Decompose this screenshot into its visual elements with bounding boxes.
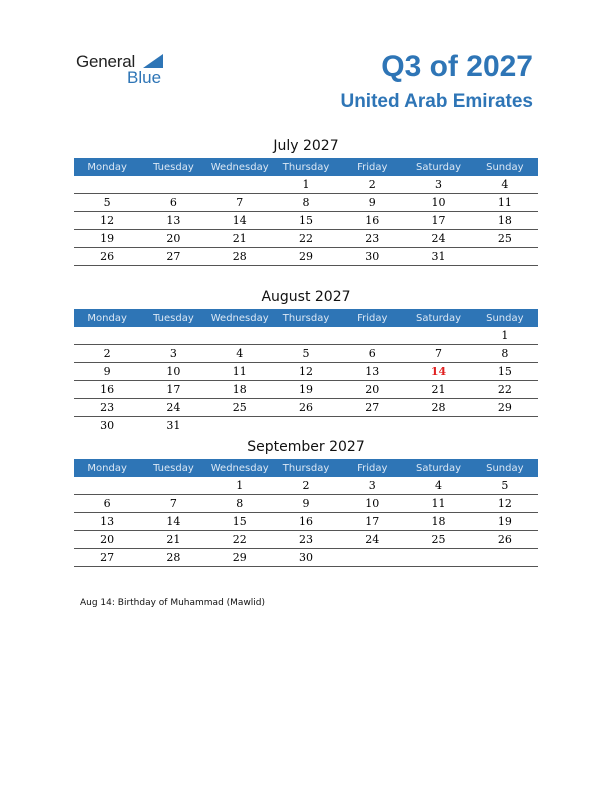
weekday-header: Thursday [273, 309, 339, 327]
day-cell: 24 [405, 230, 471, 248]
day-cell: 28 [140, 549, 206, 567]
weekday-header: Tuesday [140, 309, 206, 327]
day-cell [273, 327, 339, 345]
day-cell: 6 [339, 345, 405, 363]
month-title: August 2027 [261, 289, 351, 305]
week-row [74, 495, 538, 513]
week-row [74, 212, 538, 230]
day-cell [472, 248, 538, 266]
day-cell: 15 [207, 513, 273, 531]
day-cell: 17 [339, 513, 405, 531]
weekday-header: Monday [74, 309, 140, 327]
day-cell: 25 [472, 230, 538, 248]
day-cell [140, 477, 206, 495]
week-row [74, 248, 538, 266]
page-subtitle: United Arab Emirates [340, 91, 533, 112]
day-cell: 5 [74, 194, 140, 212]
day-cell: 15 [273, 212, 339, 230]
day-cell: 14 [207, 212, 273, 230]
weekday-header-row [74, 309, 538, 327]
day-cell [472, 417, 538, 435]
day-cell: 1 [207, 477, 273, 495]
day-cell: 14 [405, 363, 471, 381]
day-cell: 20 [140, 230, 206, 248]
day-cell: 19 [74, 230, 140, 248]
day-cell: 13 [74, 513, 140, 531]
day-cell: 23 [339, 230, 405, 248]
day-cell: 23 [74, 399, 140, 417]
weekday-header: Monday [74, 459, 140, 477]
day-cell: 22 [273, 230, 339, 248]
day-cell: 27 [339, 399, 405, 417]
weekday-header: Saturday [405, 459, 471, 477]
day-cell: 26 [273, 399, 339, 417]
day-cell: 27 [140, 248, 206, 266]
day-cell: 11 [472, 194, 538, 212]
week-row [74, 531, 538, 549]
day-cell: 19 [472, 513, 538, 531]
day-cell [273, 417, 339, 435]
day-cell: 28 [207, 248, 273, 266]
week-row [74, 513, 538, 531]
weekday-header: Saturday [405, 309, 471, 327]
day-cell [74, 327, 140, 345]
month-title: September 2027 [247, 439, 365, 455]
weekday-header: Sunday [472, 158, 538, 176]
weekday-header: Monday [74, 158, 140, 176]
day-cell: 7 [140, 495, 206, 513]
day-cell: 6 [74, 495, 140, 513]
week-row [74, 345, 538, 363]
calendar-table [74, 158, 538, 266]
weekday-header-row [74, 158, 538, 176]
day-cell [472, 549, 538, 567]
day-cell: 25 [207, 399, 273, 417]
month-july [74, 134, 538, 266]
day-cell: 30 [339, 248, 405, 266]
day-cell: 21 [140, 531, 206, 549]
day-cell: 21 [405, 381, 471, 399]
day-cell: 18 [207, 381, 273, 399]
day-cell: 4 [405, 477, 471, 495]
day-cell [207, 417, 273, 435]
day-cell: 20 [74, 531, 140, 549]
day-cell [74, 176, 140, 194]
day-cell: 26 [74, 248, 140, 266]
day-cell [140, 176, 206, 194]
day-cell: 7 [207, 194, 273, 212]
day-cell: 7 [405, 345, 471, 363]
week-row [74, 327, 538, 345]
day-cell: 31 [166, 419, 181, 432]
logo-general-text: General [76, 52, 136, 71]
day-cell: 23 [273, 531, 339, 549]
day-cell: 5 [273, 345, 339, 363]
week-row [74, 363, 538, 381]
week-row [74, 230, 538, 248]
day-cell [207, 176, 273, 194]
week-row [74, 549, 538, 567]
day-cell [339, 327, 405, 345]
day-cell: 8 [207, 495, 273, 513]
day-cell: 16 [273, 513, 339, 531]
weekday-header: Friday [339, 158, 405, 176]
day-cell: 16 [339, 212, 405, 230]
day-cell: 12 [472, 495, 538, 513]
day-cell [339, 417, 405, 435]
day-cell: 3 [140, 345, 206, 363]
day-cell: 4 [472, 176, 538, 194]
day-cell: 12 [273, 363, 339, 381]
logo-triangle-icon [143, 54, 163, 68]
month-title: July 2027 [273, 138, 339, 154]
day-cell: 19 [273, 381, 339, 399]
day-cell: 5 [472, 477, 538, 495]
day-cell: 30 [273, 549, 339, 567]
day-cell: 8 [273, 194, 339, 212]
day-cell: 30 [100, 419, 115, 432]
day-cell [140, 327, 206, 345]
day-cell: 10 [405, 194, 471, 212]
week-row [74, 194, 538, 212]
weekday-header: Sunday [472, 309, 538, 327]
day-cell: 21 [207, 230, 273, 248]
day-cell: 1 [273, 176, 339, 194]
weekday-header: Wednesday [207, 158, 273, 176]
day-cell: 24 [339, 531, 405, 549]
weekday-header: Friday [339, 459, 405, 477]
day-cell: 10 [339, 495, 405, 513]
day-cell: 10 [140, 363, 206, 381]
day-cell: 29 [207, 549, 273, 567]
day-cell: 9 [74, 363, 140, 381]
day-cell: 13 [140, 212, 206, 230]
logo-blue-text: Blue [127, 68, 162, 87]
day-cell: 6 [140, 194, 206, 212]
day-cell: 14 [140, 513, 206, 531]
calendar-table [74, 309, 538, 434]
day-cell: 22 [472, 381, 538, 399]
day-cell: 3 [339, 477, 405, 495]
day-cell: 24 [140, 399, 206, 417]
day-cell: 27 [74, 549, 140, 567]
month-september [74, 435, 538, 567]
weekday-header: Thursday [273, 459, 339, 477]
day-cell: 2 [74, 345, 140, 363]
day-cell: 29 [273, 248, 339, 266]
week-row [74, 477, 538, 495]
day-cell: 1 [472, 327, 538, 345]
day-cell: 13 [339, 363, 405, 381]
day-cell: 2 [273, 477, 339, 495]
day-cell [207, 327, 273, 345]
day-cell: 8 [472, 345, 538, 363]
week-row [74, 417, 538, 435]
day-cell: 17 [405, 212, 471, 230]
day-cell: 2 [339, 176, 405, 194]
day-cell: 11 [405, 495, 471, 513]
day-cell: 28 [405, 399, 471, 417]
weekday-header: Thursday [273, 158, 339, 176]
weekday-header: Saturday [405, 158, 471, 176]
week-row [74, 381, 538, 399]
weekday-header: Wednesday [207, 309, 273, 327]
weekday-header: Tuesday [140, 158, 206, 176]
day-cell: 3 [405, 176, 471, 194]
day-cell: 4 [207, 345, 273, 363]
generalblue-logo [76, 52, 176, 88]
day-cell [74, 477, 140, 495]
week-row [74, 176, 538, 194]
weekday-header-row [74, 459, 538, 477]
day-cell: 31 [405, 248, 471, 266]
day-cell: 12 [74, 212, 140, 230]
weekday-header: Wednesday [207, 459, 273, 477]
weekday-header: Sunday [472, 459, 538, 477]
month-august [74, 285, 538, 434]
weekday-header: Tuesday [140, 459, 206, 477]
day-cell: 18 [472, 212, 538, 230]
day-cell: 18 [405, 513, 471, 531]
day-cell: 11 [207, 363, 273, 381]
day-cell: 16 [74, 381, 140, 399]
day-cell [405, 549, 471, 567]
day-cell [405, 417, 471, 435]
week-row [74, 399, 538, 417]
page-title: Q3 of 2027 [381, 50, 533, 83]
day-cell: 15 [472, 363, 538, 381]
day-cell: 20 [339, 381, 405, 399]
day-cell: 22 [207, 531, 273, 549]
day-cell: 25 [405, 531, 471, 549]
day-cell [405, 327, 471, 345]
calendar-table [74, 459, 538, 567]
day-cell [339, 549, 405, 567]
holiday-note: Aug 14: Birthday of Muhammad (Mawlid) [80, 598, 266, 608]
weekday-header: Friday [339, 309, 405, 327]
day-cell: 17 [140, 381, 206, 399]
day-cell: 29 [472, 399, 538, 417]
day-cell: 9 [273, 495, 339, 513]
day-cell: 9 [339, 194, 405, 212]
day-cell: 26 [472, 531, 538, 549]
